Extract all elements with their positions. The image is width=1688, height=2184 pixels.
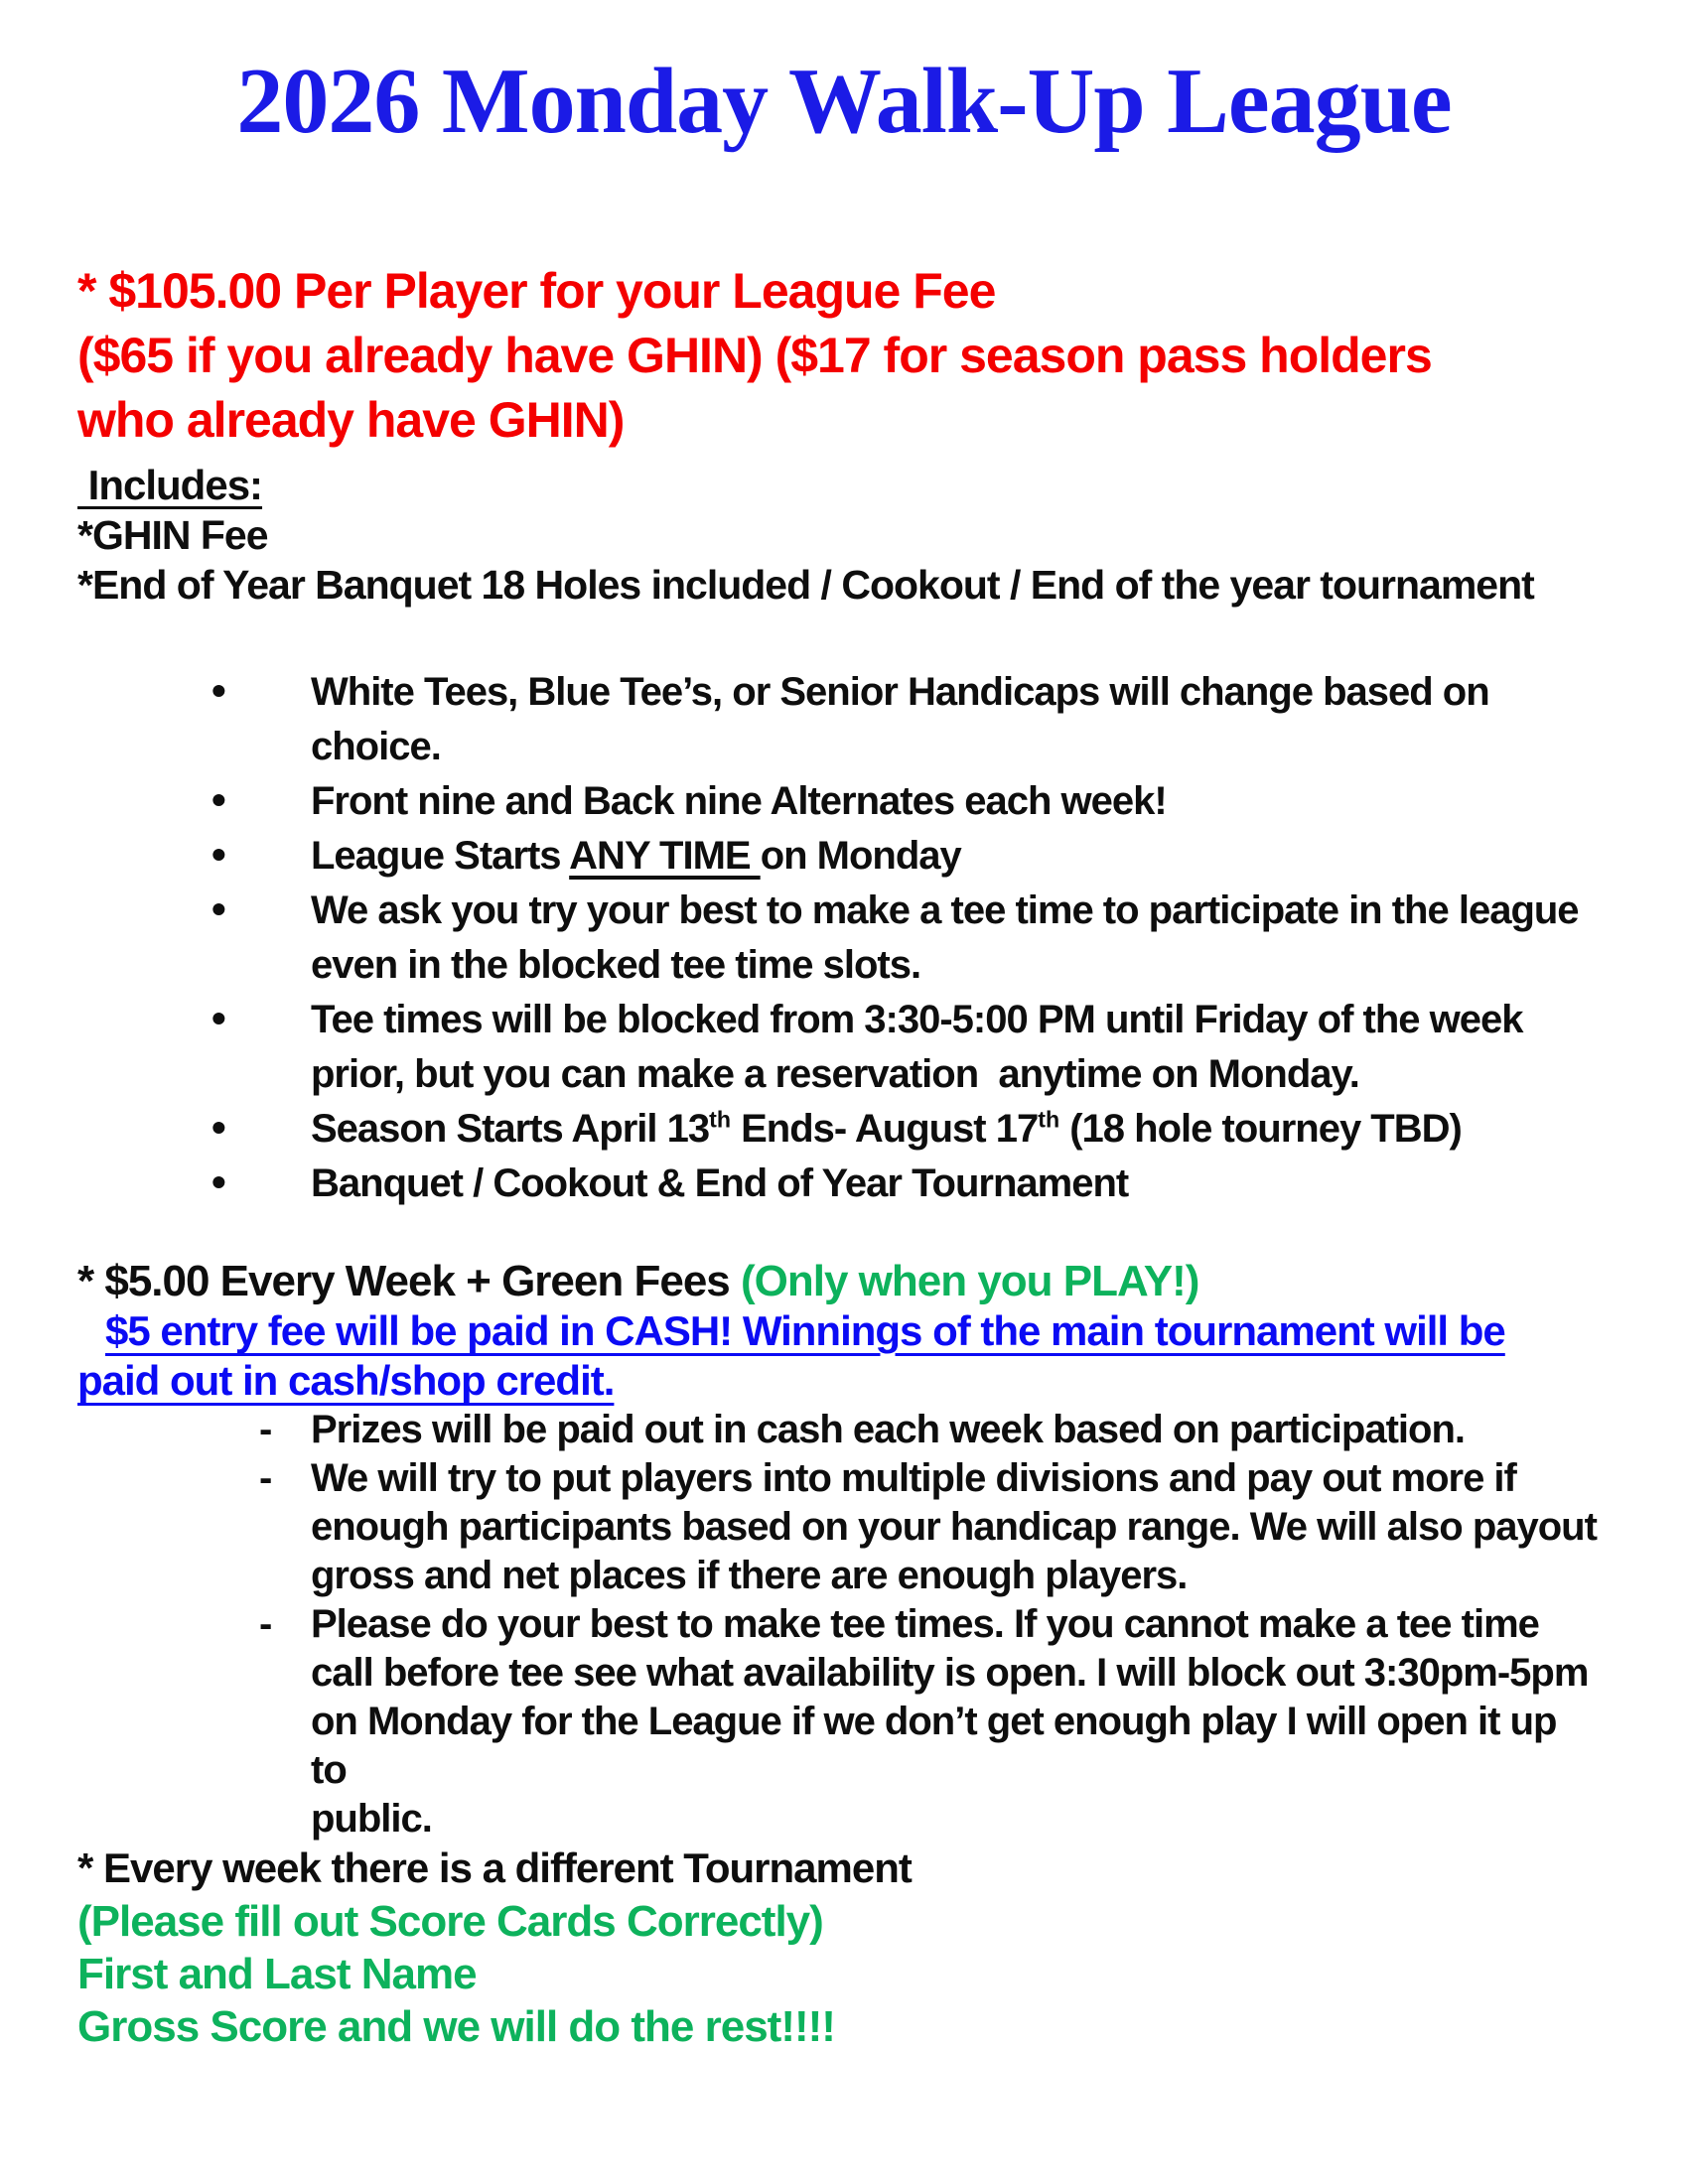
bullet-item <box>211 884 1599 993</box>
dash-marker: - <box>259 1408 272 1452</box>
cash-note-line: $5 entry fee will be paid in CASH! Winnings of the main tournament will be <box>105 1307 1505 1355</box>
weekly-fee-heading <box>77 1257 1618 1306</box>
league-fee-line: * $105.00 Per Player for your League Fee <box>77 263 996 320</box>
bullet-marker: • <box>211 776 225 824</box>
text-segment: call before tee see what availability is open. I will block out 3:30pm-5pm <box>311 1651 1589 1696</box>
scorecard-instructions <box>77 1897 1618 2051</box>
cash-note-line: paid out in cash/shop credit. <box>77 1357 615 1405</box>
text-segment: We will try to put players into multiple divisions and pay out more if <box>311 1456 1516 1501</box>
bullet-marker: • <box>211 886 225 933</box>
text-segment: Prizes will be paid out in cash each week based on participation. <box>311 1408 1465 1452</box>
text-segment: Ends- August 17 <box>731 1107 1039 1152</box>
league-fee-line: who already have GHIN) <box>77 392 625 449</box>
dash-item <box>259 1454 1599 1600</box>
bullet-item <box>211 993 1599 1102</box>
includes-list <box>77 510 1618 610</box>
bullet-item <box>211 774 1599 829</box>
text-segment: enough participants based on your handicap range. We will also payout <box>311 1505 1597 1550</box>
includes-item: *GHIN Fee <box>77 512 268 559</box>
text-segment: gross and net places if there are enough players. <box>311 1554 1188 1598</box>
includes-section <box>77 453 1618 610</box>
text-segment: We ask you try your best to make a tee time to participate in the league <box>311 888 1579 933</box>
bullet-marker: • <box>211 1104 225 1152</box>
text-segment: Banquet / Cookout & End of Year Tournament <box>311 1161 1129 1206</box>
includes-item: *End of Year Banquet 18 Holes included / Cookout / End of the year tournament <box>77 562 1534 609</box>
text-segment: on Monday <box>760 834 961 879</box>
weekly-fee-black-text: * $5.00 Every Week + Green Fees <box>77 1257 741 1306</box>
text-segment: ANY TIME <box>569 834 761 879</box>
weekly-tournament-line: * Every week there is a different Tournament <box>77 1844 912 1892</box>
green-note-line: First and Last Name <box>77 1950 477 1999</box>
weekly-fee-green-text: (Only when you PLAY!) <box>740 1257 1199 1306</box>
text-segment: even in the blocked tee time slots. <box>311 943 921 988</box>
league-fee-line: ($65 if you already have GHIN) ($17 for season pass holders <box>77 328 1432 384</box>
flyer-content <box>0 154 1688 2051</box>
text-segment: on Monday for the League if we don’t get enough play I will open it up to <box>311 1700 1557 1793</box>
text-segment: League Starts <box>311 834 570 879</box>
bullet-marker: • <box>211 995 225 1042</box>
cash-payment-note <box>77 1306 1618 1406</box>
bullet-marker: • <box>211 667 225 715</box>
green-note-line: (Please fill out Score Cards Correctly) <box>77 1897 823 1947</box>
dash-marker: - <box>259 1456 272 1501</box>
bullet-item <box>211 665 1599 774</box>
bullet-marker: • <box>211 1159 225 1206</box>
text-segment: Season Starts April 13 <box>311 1107 710 1152</box>
text-segment: public. <box>311 1797 432 1842</box>
includes-label: Includes: <box>77 462 263 509</box>
text-segment: Tee times will be blocked from 3:30-5:00 PM until Friday of the week <box>311 998 1523 1042</box>
league-fee-heading <box>77 259 1618 453</box>
page-title: 2026 Monday Walk-Up League <box>236 50 1452 153</box>
bullet-item <box>211 1157 1599 1211</box>
bullet-item <box>211 1102 1599 1157</box>
text-segment: prior, but you can make a reservation anytime on Monday. <box>311 1052 1359 1097</box>
dash-marker: - <box>259 1602 272 1647</box>
league-details-bullet-list <box>77 665 1618 1211</box>
text-segment: White Tees, Blue Tee’s, or Senior Handicaps will change based on choice. <box>311 670 1489 769</box>
payout-dash-list <box>77 1406 1618 1843</box>
text-segment: th <box>1038 1106 1060 1133</box>
text-segment: Front nine and Back nine Alternates each week! <box>311 779 1167 824</box>
dash-item <box>259 1406 1599 1454</box>
bullet-item <box>211 829 1599 884</box>
dash-item <box>259 1600 1599 1843</box>
bullet-marker: • <box>211 831 225 879</box>
text-segment: (18 hole tourney TBD) <box>1059 1107 1462 1152</box>
green-note-line: Gross Score and we will do the rest!!!! <box>77 2002 835 2052</box>
text-segment: Please do your best to make tee times. If you cannot make a tee time <box>311 1602 1539 1647</box>
text-segment: th <box>709 1106 732 1133</box>
